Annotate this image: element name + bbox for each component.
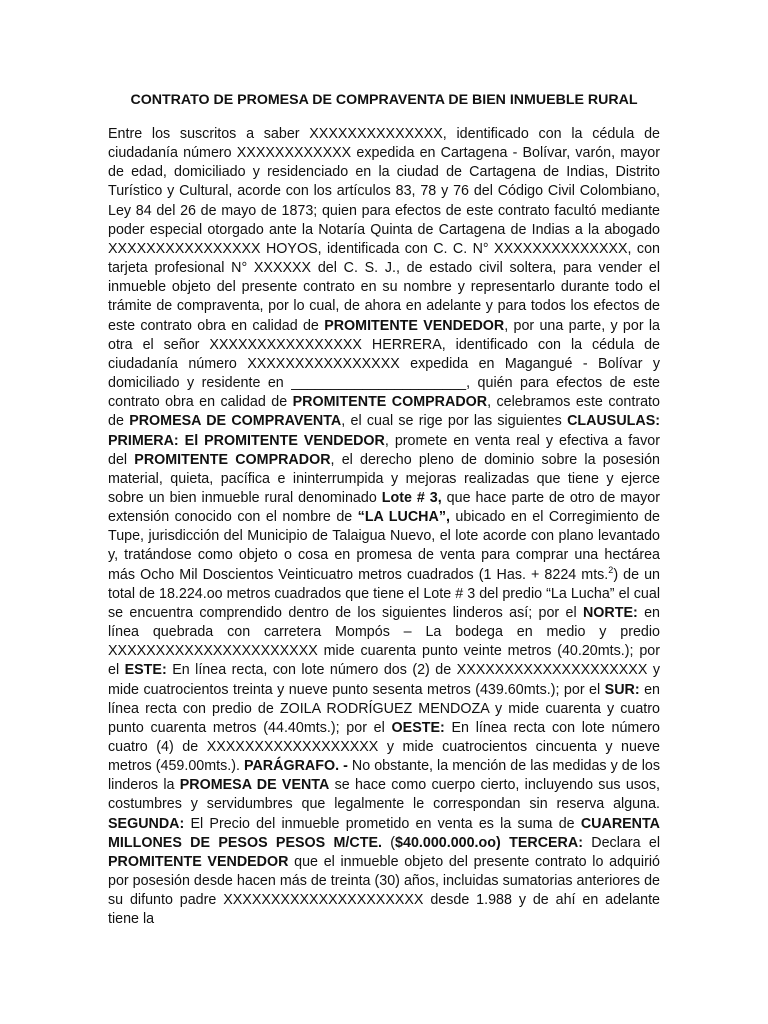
text-segment: ubicado en el Corregimiento de Tupe, jurisdicción del Municipio de Talaigua Nuevo, el lote acorde con plano levantado y, tratándose como objeto o cosa en promesa de venta para comprar una hectárea más Ocho Mil Doscientos Veinticuatro metros cuadrados (1 Has. + 8224 mts. bbox=[108, 509, 660, 583]
text-segment: No obstante, la mención de las medidas y de los linderos la bbox=[108, 758, 660, 794]
text-segment: , el cual se rige por las siguientes bbox=[341, 413, 568, 430]
bold-text-segment: ESTE: bbox=[124, 662, 167, 679]
text-segment: En línea recta, con lote número dos (2) de XXXXXXXXXXXXXXXXXXXX y mide cuatrocientos treinta y nueve punto sesenta metros (439.60mts.); por el bbox=[108, 662, 660, 698]
text-segment: , promete en venta real y efectiva a favor del bbox=[108, 432, 660, 468]
text-segment: , por una parte, y por la otra el señor XXXXXXXXXXXXXXXX HERRERA, identificado con la cédula de ciudadanía número XXXXXXXXXXXXXXXX expedida en Magangué - Bolívar y domiciliado y residente en ______________________, quién para efectos de este contrato obra en calidad de bbox=[108, 317, 661, 411]
text-segment: que hace parte de otro de mayor extensión conocido con el nombre de bbox=[108, 489, 661, 526]
bold-text-segment: PROMESA DE COMPRAVENTA bbox=[129, 413, 342, 430]
text-segment: , el derecho pleno de dominio sobre la posesión material, quieta, pacífica e ininterrumpida y mejoras realizadas que tiene y ejerce sobre un bien inmueble rural denominado bbox=[108, 451, 660, 506]
text-segment: en línea recta con predio de ZOILA RODRÍGUEZ MENDOZA y mide cuarenta y cuatro punto cuarenta metros (44.40mts.); por el bbox=[108, 681, 661, 736]
text-segment: , celebramos este contrato de bbox=[108, 394, 660, 430]
bold-text-segment: TERCERA: bbox=[509, 834, 583, 851]
superscript-text: 2 bbox=[608, 564, 614, 575]
bold-text-segment: $40.000.000.oo) bbox=[395, 834, 501, 851]
text-segment: que el inmueble objeto del presente contrato lo adquirió por posesión desde hacen más de treinta (30) años, incluidas sumatorias anteriores de su difunto padre XXXXXXXXXXXXXXXXXXXXX desde 1.988 y de ahí en adelante tiene la bbox=[108, 853, 660, 928]
text-segment: Entre los suscritos a saber XXXXXXXXXXXXXX, identificado con la cédula de ciudadanía número XXXXXXXXXXXX expedida en Cartagena - Bolívar, varón, mayor de edad, domiciliado y residenciado en la ciudad de Cartagena de Indias, Distrito Turístico y Cultural, acorde con los artículos 83, 78 y 76 del Código Civil Colombiano, Ley 84 del 26 de mayo de 1873; quien para efectos de este contrato facultó mediante poder especial otorgado ante la Notaría Quinta de Cartagena de Indias a la abogado XXXXXXXXXXXXXXXX HOYOS, identificada con C. C. N° XXXXXXXXXXXXXX, con tarjeta profesional N° XXXXXX del C. S. J., de estado civil soltera, para vender el inmueble objeto del presente contrato en su nombre y representarlo durante todo el trámite de compraventa, por lo cual, de ahora en adelante y para todos los efectos de este contrato obra en calidad de bbox=[108, 126, 660, 334]
bold-text-segment: SEGUNDA: bbox=[108, 815, 185, 832]
text-segment: Declara el bbox=[582, 834, 660, 851]
document-title: CONTRATO DE PROMESA DE COMPRAVENTA DE BIEN INMUEBLE RURAL bbox=[130, 92, 638, 108]
bold-text-segment: PROMITENTE VENDEDOR bbox=[324, 317, 505, 334]
text-segment: en línea quebrada con carretera Mompós – La bodega en medio y predio XXXXXXXXXXXXXXXXXXXXXX mide cuarenta punto veinte metros (40.20mts.); por el bbox=[108, 604, 660, 679]
bold-text-segment: SUR: bbox=[604, 681, 640, 698]
bold-text-segment: NORTE: bbox=[582, 604, 638, 621]
bold-text-segment: OESTE: bbox=[391, 719, 445, 736]
bold-text-segment: PARÁGRAFO. - bbox=[244, 758, 348, 775]
text-segment: se hace como cuerpo cierto, incluyendo sus usos, costumbres y servidumbres que legalmente le correspondan sin reserva alguna. bbox=[108, 777, 660, 813]
bold-text-segment: PROMITENTE COMPRADOR bbox=[292, 394, 488, 411]
text-segment: El Precio del inmueble prometido en venta es la suma de bbox=[184, 815, 581, 832]
bold-text-segment: CLAUSULAS: PRIMERA: El PROMITENTE VENDEDOR bbox=[108, 413, 661, 449]
text-segment bbox=[501, 835, 509, 851]
bold-text-segment: PROMITENTE VENDEDOR bbox=[108, 853, 289, 870]
bold-text-segment: Lote # 3, bbox=[381, 489, 442, 506]
bold-text-segment: CUARENTA MILLONES DE PESOS PESOS M/CTE. bbox=[108, 815, 660, 851]
bold-text-segment: PROMESA DE VENTA bbox=[179, 777, 330, 794]
bold-text-segment: PROMITENTE COMPRADOR bbox=[134, 451, 331, 468]
contract-body bbox=[108, 125, 660, 930]
text-segment: ( bbox=[381, 834, 396, 851]
text-segment: ) de un total de 18.224.oo metros cuadrados que tiene el Lote # 3 del predio “La Lucha” el cual se encuentra comprendido dentro de los siguientes linderos así; por el bbox=[108, 566, 661, 621]
text-segment: En línea recta con lote número cuatro (4) de XXXXXXXXXXXXXXXXXX y mide cuatrocientos cincuenta y nueve metros (459.00mts.). bbox=[108, 719, 660, 775]
bold-text-segment: “LA LUCHA”, bbox=[357, 509, 450, 526]
